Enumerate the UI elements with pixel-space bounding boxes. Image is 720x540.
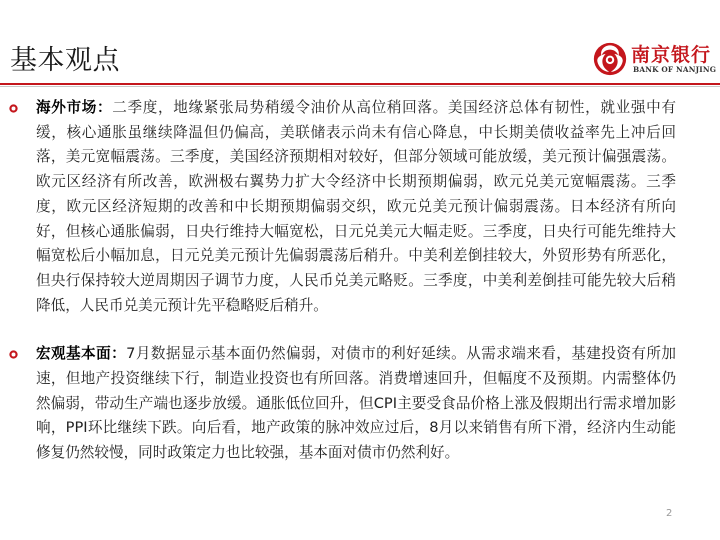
bank-name-cn: 南京银行 <box>631 44 712 66</box>
section-overseas-market <box>36 96 676 318</box>
slide-title: 基本观点 <box>10 45 120 76</box>
bullet-icon <box>9 350 18 359</box>
section-text: 7月数据显示基本面仍然偏弱，对债市的利好延续。从需求端来看，基建投资有所加速，但地产投资继续下行，制造业投资也有所回落。消费增速回升，但幅度不及预期。内需整体仍然偏弱，带动生产端也逐步放缓。通胀低位回升，但CPI主要受食品价格上涨及假期出行需求增加影响，PPI环比继续下跌。向后看，地产政策的脉冲效应过后，8月以来销售有所下滑，经济内生动能修复仍然较慢，同时政策定力也比较强，基本面对债市仍然利好。 <box>36 345 676 462</box>
section-macro-fundamentals <box>36 342 676 466</box>
section-text: 二季度，地缘紧张局势稍缓令油价从高位稍回落。美国经济总体有韧性，就业强中有缓，核心通胀虽继续降温但仍偏高，美联储表示尚未有信心降息，中长期美债收益率先上冲后回落，美元宽幅震荡。三季度，美国经济预期相对较好，但部分领域可能放缓，美元预计偏强震荡。欧元区经济有所改善，欧洲极右翼势力扩大令经济中长期预期偏弱，欧元兑美元宽幅震荡。三季度，欧元区经济短期的改善和中长期预期偏弱交织，欧元兑美元预计偏弱震荡。日本经济有所向好，但核心通胀偏弱，日央行维持大幅宽松，日元兑美元大幅走贬。三季度，日央行可能先维持大幅宽松后小幅加息，日元兑美元预计先偏弱震荡后稍升。中美利差倒挂较大，外贸形势有所恶化，但央行保持较大逆周期因子调节力度，人民币兑美元略贬。三季度，中美利差倒挂可能先较大后稍降低，人民币兑美元预计先平稳略贬后稍升。 <box>36 99 676 314</box>
header-divider-red <box>0 83 720 85</box>
header-divider-gray <box>0 86 720 87</box>
section-lead: 海外市场： <box>36 99 113 116</box>
bank-emblem-icon <box>593 42 627 76</box>
bank-name-en: BANK OF NANJING <box>633 65 717 74</box>
bank-logo <box>593 40 717 78</box>
section-lead: 宏观基本面： <box>36 345 127 363</box>
content-body <box>36 96 676 466</box>
bullet-icon <box>9 104 18 113</box>
page-number: 2 <box>666 508 673 519</box>
